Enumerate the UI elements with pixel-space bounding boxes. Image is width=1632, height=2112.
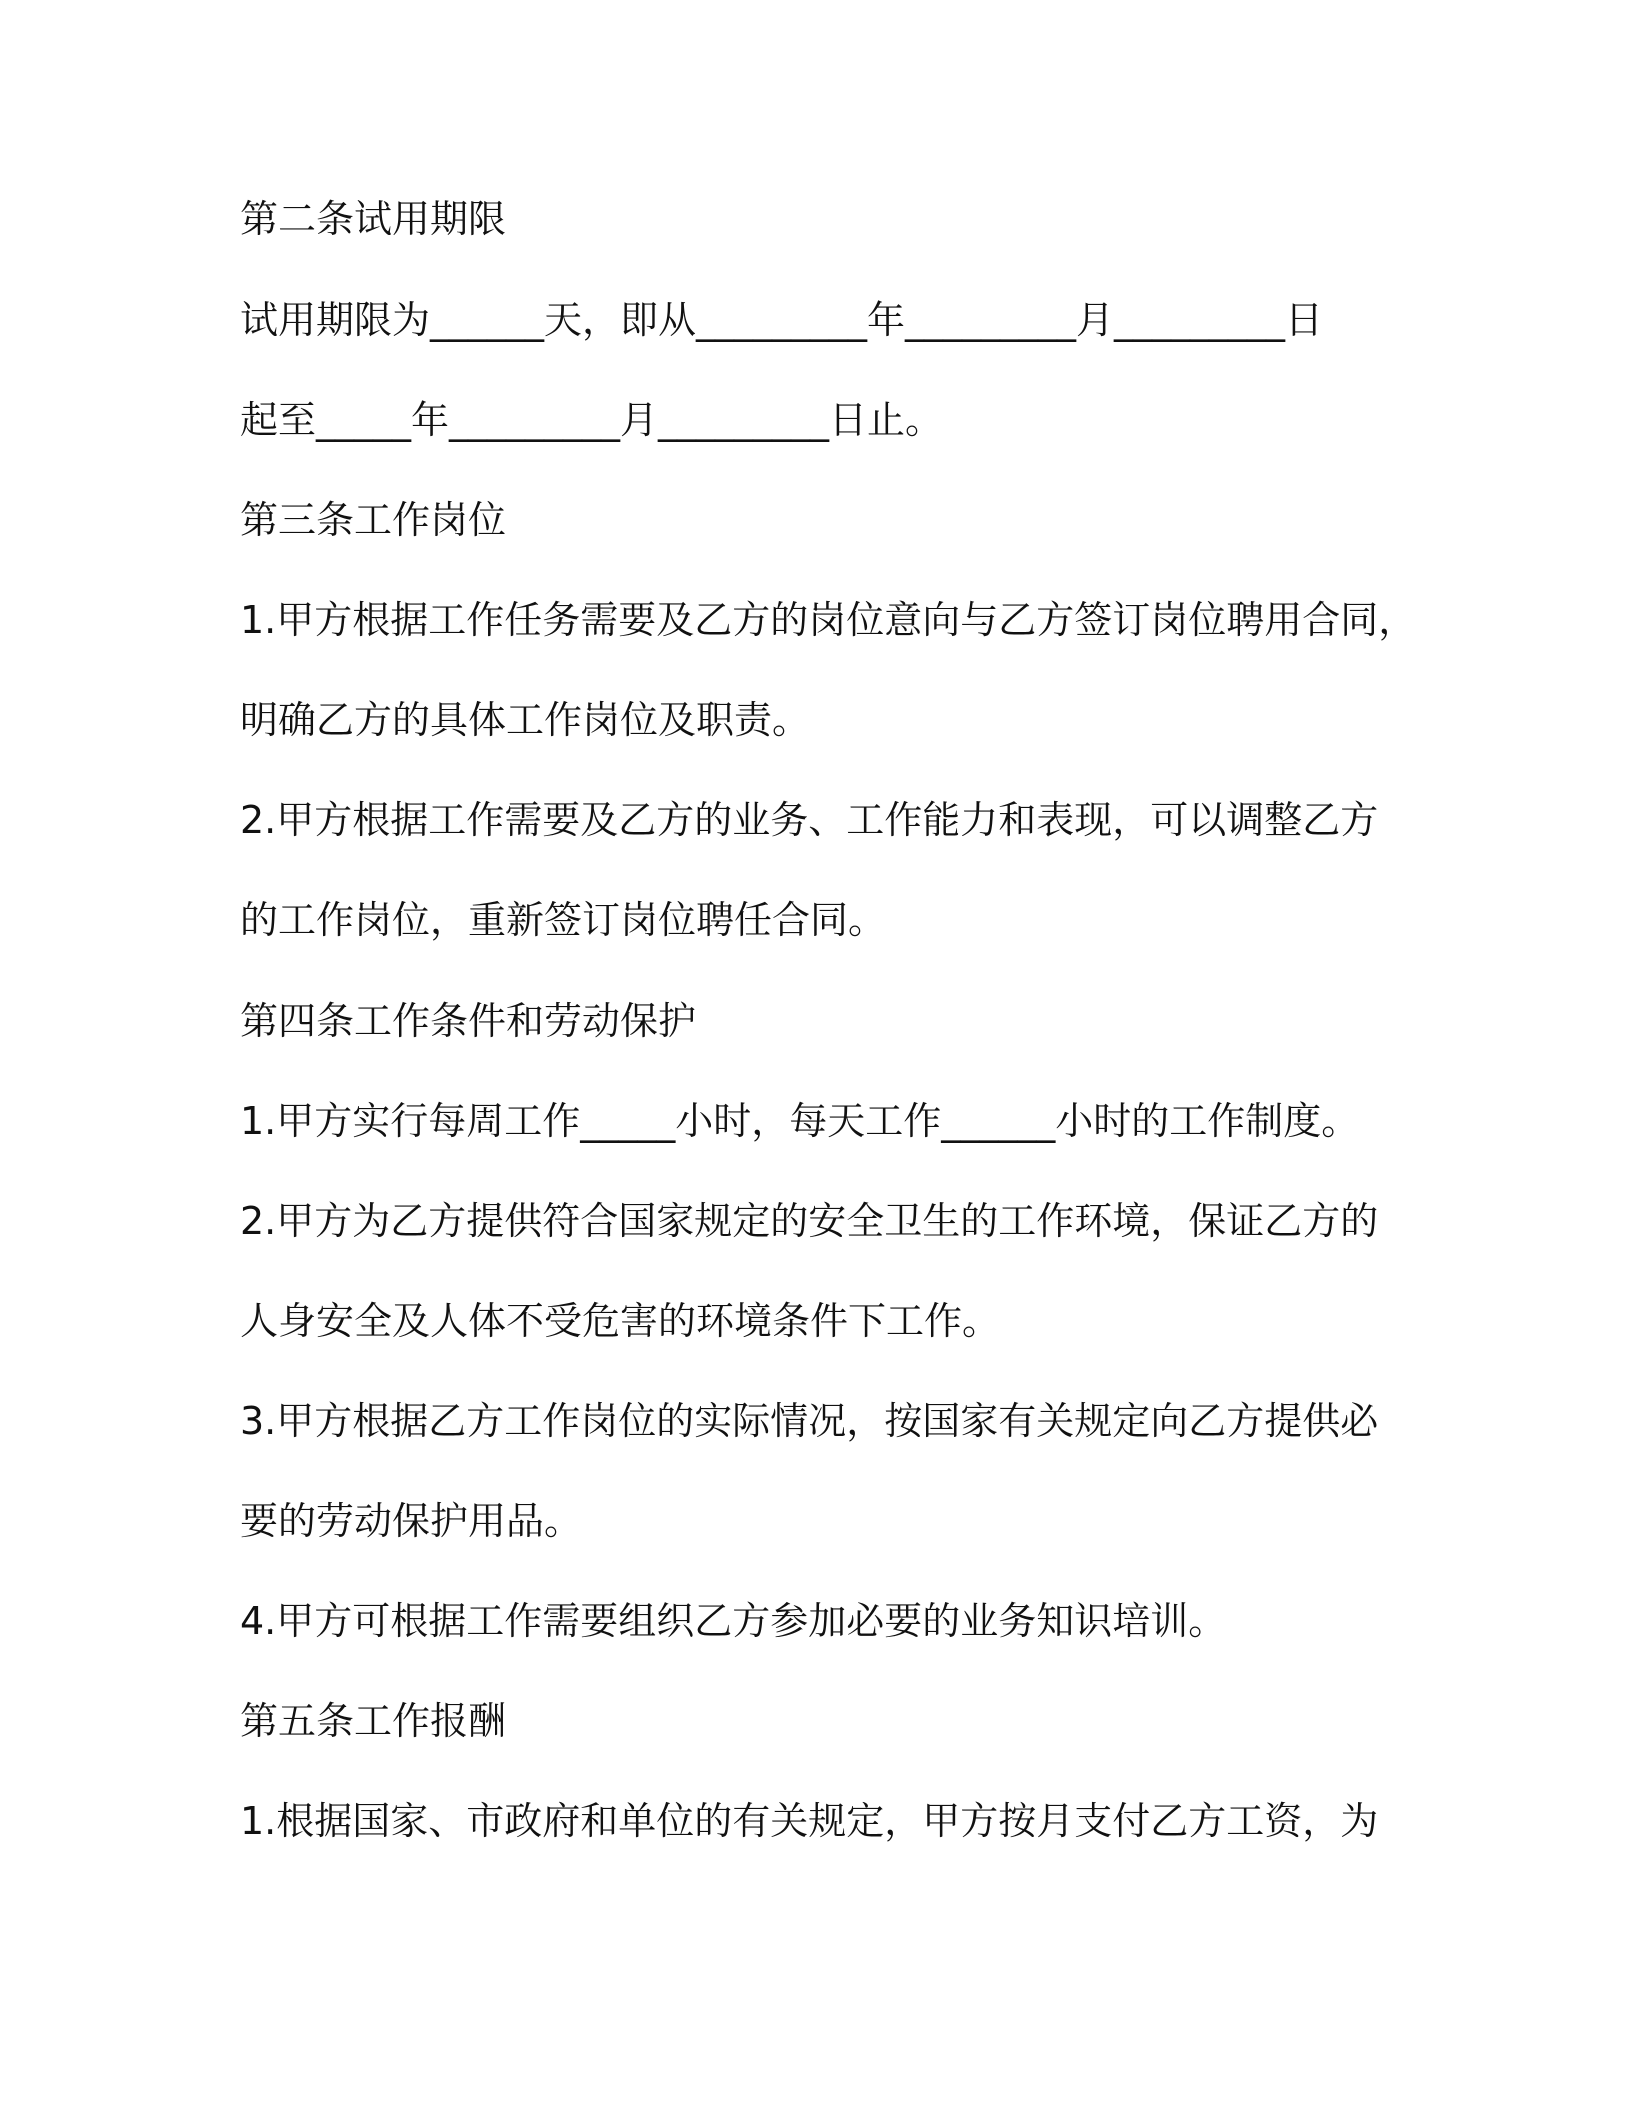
paragraph-line: 1.甲方实行每周工作_____小时，每天工作______小时的工作制度。 bbox=[240, 1099, 1360, 1143]
section-heading-work-remuneration: 第五条工作报酬 bbox=[240, 1699, 507, 1743]
section-heading-trial-period: 第二条试用期限 bbox=[240, 197, 507, 241]
paragraph-line: 1.甲方根据工作任务需要及乙方的岗位意向与乙方签订岗位聘用合同， bbox=[240, 598, 1417, 642]
paragraph-line: 3.甲方根据乙方工作岗位的实际情况，按国家有关规定向乙方提供必 bbox=[240, 1399, 1379, 1443]
paragraph-line: 2.甲方根据工作需要及乙方的业务、工作能力和表现，可以调整乙方 bbox=[240, 798, 1379, 842]
paragraph-line: 要的劳动保护用品。 bbox=[240, 1499, 583, 1543]
paragraph-line: 2.甲方为乙方提供符合国家规定的安全卫生的工作环境，保证乙方的 bbox=[240, 1199, 1379, 1243]
paragraph-line: 4.甲方可根据工作需要组织乙方参加必要的业务知识培训。 bbox=[240, 1599, 1227, 1643]
paragraph-line: 明确乙方的具体工作岗位及职责。 bbox=[240, 698, 811, 742]
paragraph-line: 人身安全及人体不受危害的环境条件下工作。 bbox=[240, 1299, 1001, 1343]
paragraph-line: 的工作岗位，重新签订岗位聘任合同。 bbox=[240, 898, 887, 942]
paragraph-line: 1.根据国家、市政府和单位的有关规定，甲方按月支付乙方工资，为 bbox=[240, 1799, 1379, 1843]
paragraph-line: 起至_____年_________月_________日止。 bbox=[240, 398, 944, 442]
section-heading-job-position: 第三条工作岗位 bbox=[240, 498, 507, 542]
section-heading-working-conditions: 第四条工作条件和劳动保护 bbox=[240, 999, 697, 1043]
paragraph-line: 试用期限为______天，即从_________年_________月_________日 bbox=[240, 298, 1324, 342]
